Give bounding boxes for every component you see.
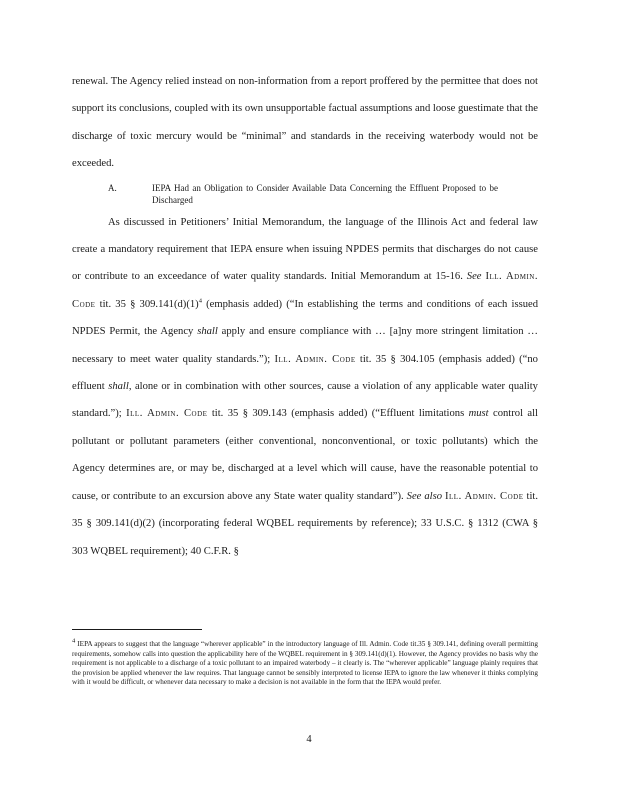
heading-text: IEPA Had an Obligation to Consider Available Data Concerning the Effluent Proposed to be Discharged — [152, 182, 498, 205]
signal-see: See — [466, 271, 482, 283]
text-run: tit. 35 § 309.141(d)(1) — [95, 298, 199, 310]
text-run: tit. 35 § 304.105 (emphasis added) (“no effluent — [72, 353, 538, 393]
paragraph-continuation: renewal. The Agency relied instead on non-information from a report proffered by the permittee that does not support its conclusions, coupled with its own unsupportable factual assumptions and loose guestimate that the discharge of toxic mercury would be “minimal” and standards in the receiving waterbody would not be exceeded. — [72, 76, 538, 170]
citation-code: Ill. Admin. Code — [444, 490, 524, 502]
footnote-separator — [72, 629, 202, 630]
citation-code: Ill. Admin. Code — [72, 271, 538, 310]
text-run: apply and ensure compliance with … [a]ny more stringent limitation … necessary to meet water quality standards.”); — [72, 326, 538, 365]
citation-code: Ill. Admin. Code — [274, 353, 356, 365]
text-run: tit. 35 § 309.143 (emphasis added) (“Effluent limitations — [207, 408, 469, 420]
text-run: control all pollutant or pollutant parameters (either conventional, nonconventional, or toxic pollutants) which the Agency determines are, or may be, discharged at a level which will cause, have the reasonable potential to cause, or contribute to an excursion above any State water quality standard”). — [72, 408, 538, 502]
heading-number: A. — [108, 182, 117, 193]
text-run: (emphasis added) (“In establishing the terms and conditions of each issued NPDES Permit, the Agency — [72, 298, 538, 338]
text-run: , alone or in combination with other sources, cause a violation of any applicable water quality standard.”); — [72, 381, 538, 420]
footnote-marker: 4 — [72, 637, 76, 645]
footnote-reference[interactable]: 4 — [198, 297, 202, 305]
emphasis-must: must — [468, 408, 489, 420]
paragraph-discussion — [72, 209, 538, 565]
page-number: 4 — [306, 734, 312, 745]
text-run: As discussed in Petitioners’ Initial Memorandum, the language of the Illinois Act and federal law create a mandatory requirement that IEPA ensure when issuing NPDES permits that discharges do not cause or contribute to an exceedance of water quality standards. Initial Memorandum at 15-16. — [72, 216, 538, 283]
citation-code: Ill. Admin. Code — [126, 408, 208, 420]
emphasis-shall: shall — [197, 326, 218, 338]
footnote-paragraph — [72, 637, 539, 688]
section-heading — [72, 182, 538, 206]
footnote-text: IEPA appears to suggest that the language “wherever applicable” in the introductory language of Ill. Admin. Code tit.35 § 309.141, defining overall permitting requirements, somehow calls into question the applicability here of the WQBEL requirement in § 309.141(d)(1). However, the Agency provides no basis why the requirement is not applicable to a discharge of a toxic pollutant to an impaired waterbody – it clearly is. The “wherever applicable” language plainly requires that the provision be applied whenever the law requires. That language cannot be sensibly interpreted to license IEPA to ignore the law whenever it thinks complying with it would be difficult, or whenever data necessary to make a decision is not available in the form that the IEPA would prefer. — [72, 640, 539, 687]
footnote — [72, 637, 539, 688]
signal-see-also: See also — [406, 490, 442, 502]
body-text — [72, 68, 538, 565]
emphasis-shall: shall — [108, 381, 129, 393]
text-run: tit. 35 § 309.141(d)(2) (incorporating federal WQBEL requirements by reference); 33 U.S.C. § 1312 (CWA § 303 WQBEL requirement); 40 C.F.R. § — [72, 490, 538, 557]
